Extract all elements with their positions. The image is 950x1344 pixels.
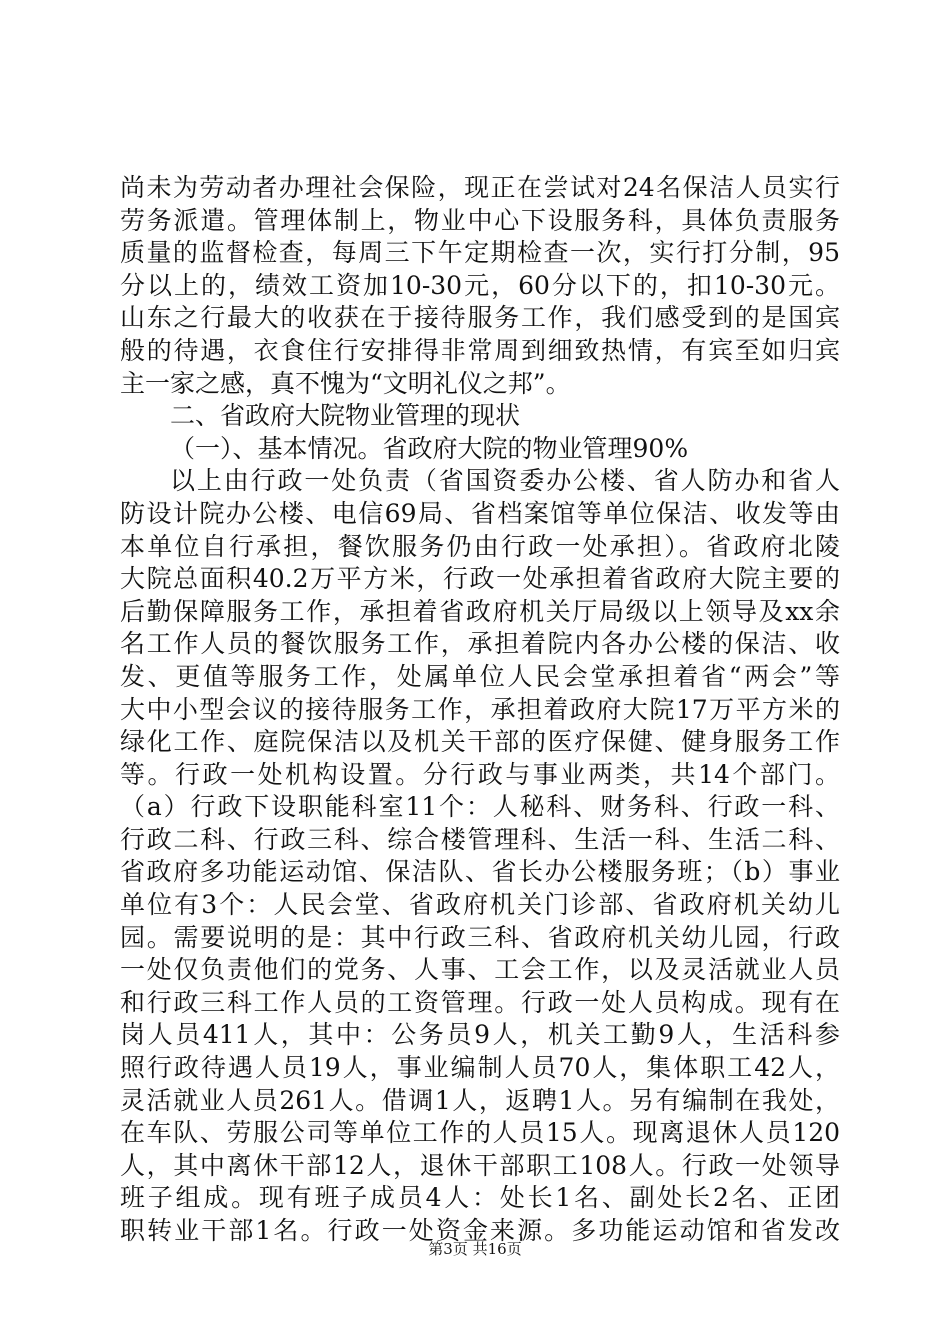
text-line: 本单位自行承担，餐饮服务仍由行政一处承担）。省政府北陵: [120, 531, 840, 561]
text-line: 岗人员411人，其中：公务员9人，机关工勤9人，生活科参: [120, 1020, 840, 1050]
text-line: 防设计院办公楼、电信69局、省档案馆等单位保洁、收发等由: [120, 498, 840, 528]
text-line: 尚未为劳动者办理社会保险，现正在尝试对24名保洁人员实行: [120, 173, 840, 202]
text-line: 名工作人员的餐饮服务工作，承担着院内各办公楼的保洁、收: [120, 629, 840, 659]
text-line: 单位有3个：人民会堂、省政府机关门诊部、省政府机关幼儿: [120, 890, 840, 920]
text-line: 山东之行最大的收获在于接待服务工作，我们感受到的是国宾: [120, 303, 840, 333]
text-line: 后勤保障服务工作，承担着省政府机关厅局级以上领导及xx余: [120, 596, 840, 626]
text-line: 分以上的，绩效工资加10-30元，60分以下的，扣10-30元。: [120, 270, 840, 300]
text-line: 人，其中离休干部12人，退休干部职工108人。行政一处领导: [120, 1150, 840, 1180]
text-line: 照行政待遇人员19人，事业编制人员70人，集体职工42人，: [120, 1053, 840, 1083]
text-line: 在车队、劳服公司等单位工作的人员15人。现离退休人员120: [120, 1118, 840, 1148]
text-line: 般的待遇，衣食住行安排得非常周到细致热情，有宾至如归宾: [120, 335, 840, 365]
text-line: （一）、基本情况。省政府大院的物业管理90%: [170, 433, 689, 463]
text-line: 等。行政一处机构设置。分行政与事业两类，共14个部门。: [120, 759, 840, 789]
text-line: 一处仅负责他们的党务、人事、工会工作，以及灵活就业人员: [120, 955, 840, 985]
text-line: 质量的监督检查，每周三下午定期检查一次，实行打分制，95: [120, 238, 840, 268]
text-line: 园。需要说明的是：其中行政三科、省政府机关幼儿园，行政: [120, 922, 840, 952]
text-line: 主一家之感，真不愧为“文明礼仪之邦”。: [120, 368, 571, 398]
text-line: （a）行政下设职能科室11个：人秘科、财务科、行政一科、: [120, 792, 840, 822]
text-line: 二、省政府大院物业管理的现状: [170, 401, 521, 431]
text-line: 绿化工作、庭院保洁以及机关干部的医疗保健、健身服务工作: [120, 727, 840, 757]
text-line: 行政二科、行政三科、综合楼管理科、生活一科、生活二科、: [120, 824, 840, 854]
text-line: 大中小型会议的接待服务工作，承担着政府大院17万平方米的: [120, 694, 840, 724]
page-number-footer: 第3页 共16页: [428, 1240, 522, 1258]
document-body: [120, 172, 840, 1248]
text-line: 职转业干部1名。行政一处资金来源。多功能运动馆和省发改: [120, 1216, 840, 1245]
text-line: 发、更值等服务工作，处属单位人民会堂承担着省“两会”等: [120, 661, 840, 691]
text-line: 灵活就业人员261人。借调1人，返聘1人。另有编制在我处，: [120, 1085, 840, 1115]
text-line: 和行政三科工作人员的工资管理。行政一处人员构成。现有在: [120, 987, 840, 1017]
text-line: 班子组成。现有班子成员4人：处长1名、副处长2名、正团: [120, 1183, 840, 1213]
text-line: 大院总面积40.2万平方米，行政一处承担着省政府大院主要的: [120, 564, 840, 594]
text-line: 省政府多功能运动馆、保洁队、省长办公楼服务班；（b）事业: [120, 857, 840, 887]
text-line: 劳务派遣。管理体制上，物业中心下设服务科，具体负责服务: [120, 205, 840, 235]
text-line: 以上由行政一处负责（省国资委办公楼、省人防办和省人: [170, 466, 840, 496]
